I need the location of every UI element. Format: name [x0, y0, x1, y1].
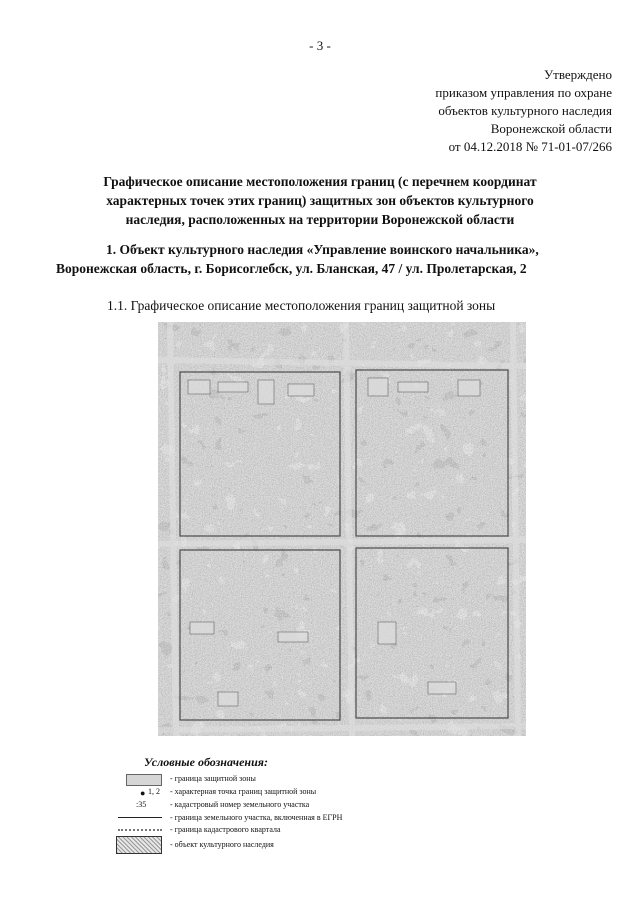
- title-line: Графическое описание местоположения границ (с перечнем координат: [103, 174, 537, 189]
- legend-text: - граница земельного участка, включенная в ЕГРН: [170, 813, 343, 822]
- legend-symbol-heritage-object: [116, 838, 166, 852]
- document-title: [70, 172, 570, 229]
- legend-symbol-point: [116, 785, 166, 799]
- point-dot-icon: ●: [140, 788, 146, 798]
- approval-block: [352, 66, 612, 156]
- legend-text: - характерная точка границ защитной зоны: [170, 787, 317, 796]
- legend-item: [116, 785, 416, 799]
- legend-text: - граница кадастрового квартала: [170, 825, 281, 834]
- object-heading-line2: Воронежская область, г. Борисоглебск, ул. Бланская, 47 / ул. Пролетарская, 2: [56, 261, 527, 276]
- point-label: 1, 2: [148, 787, 160, 796]
- object-heading-line1: 1. Объект культурного наследия «Управление воинского начальника»,: [106, 242, 539, 257]
- approval-line: от 04.12.2018 № 71-01-07/266: [448, 139, 612, 154]
- approval-line: Утверждено: [543, 67, 612, 82]
- legend-symbol-cadastral-number: [116, 798, 166, 812]
- legend-title: Условные обозначения:: [144, 755, 268, 769]
- legend-item: [116, 772, 416, 786]
- title-line: наследия, расположенных на территории Воронежской области: [125, 212, 515, 227]
- cadastral-label: :35: [136, 800, 147, 809]
- legend-text: - кадастровый номер земельного участка: [170, 800, 310, 809]
- aerial-map-image: [158, 322, 526, 736]
- legend-symbol-quarter-line: [116, 823, 166, 837]
- approval-line: объектов культурного наследия: [438, 103, 612, 118]
- legend-symbol-zone-boundary: [116, 772, 166, 786]
- section-subheading: 1.1. Графическое описание местоположения границ защитной зоны: [107, 298, 496, 313]
- legend-item: [116, 798, 416, 812]
- legend-text: - объект культурного наследия: [170, 840, 274, 849]
- legend-text: - граница защитной зоны: [170, 774, 256, 783]
- approval-line: Воронежской области: [490, 121, 612, 136]
- page-number: - 3 -: [309, 38, 331, 53]
- title-line: характерных точек этих границ) защитных зон объектов культурного: [106, 193, 534, 208]
- legend-item: [116, 838, 416, 852]
- object-heading: [56, 240, 616, 278]
- legend-item: [116, 823, 416, 837]
- approval-line: приказом управления по охране: [435, 85, 612, 100]
